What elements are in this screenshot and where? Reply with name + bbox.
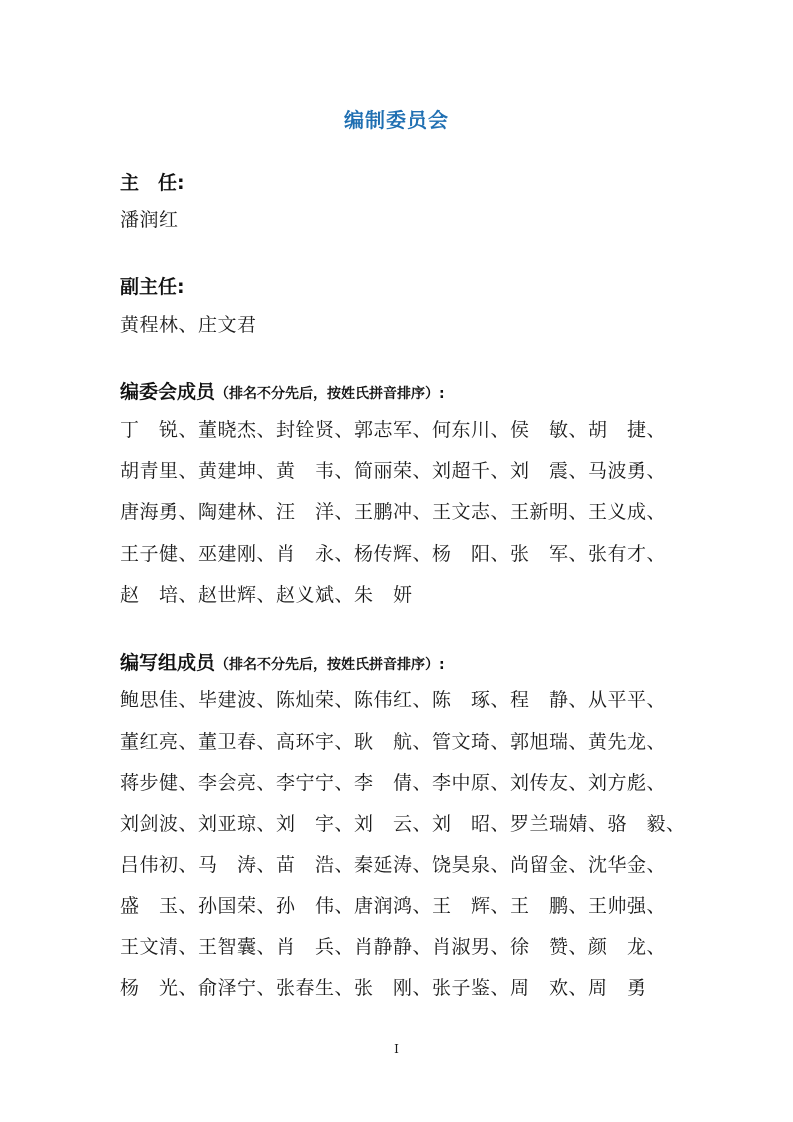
committee-line: 唐海勇、陶建林、汪 洋、王鹏冲、王文志、王新明、王义成、 (120, 501, 667, 523)
writers-line: 蒋步健、李会亮、李宁宁、李 倩、李中原、刘传友、刘方彪、 (120, 772, 667, 794)
committee-line: 赵 培、赵世辉、赵义斌、朱 妍 (120, 584, 413, 606)
committee-line: 王子健、巫建刚、肖 永、杨传辉、杨 阳、张 军、张有才、 (120, 543, 667, 565)
page-title: 编制委员会 (344, 108, 449, 132)
committee-heading-note: （排名不分先后，按姓氏拼音排序）: (215, 386, 445, 402)
director-name: 潘润红 (120, 209, 179, 231)
writers-line: 刘剑波、刘亚琼、刘 宇、刘 云、刘 昭、罗兰瑞婧、骆 毅、 (120, 813, 686, 835)
page-number: I (394, 1042, 399, 1056)
writers-heading (120, 648, 445, 675)
committee-line: 丁 锐、董晓杰、封铨贤、郭志军、何东川、侯 敏、胡 捷、 (120, 419, 667, 441)
writers-heading-note: （排名不分先后，按姓氏拼音排序）: (215, 657, 445, 673)
writers-line: 吕伟初、马 涛、苗 浩、秦延涛、饶昊泉、尚留金、沈华金、 (120, 854, 667, 876)
writers-line: 董红亮、董卫春、高环宇、耿 航、管文琦、郭旭瑞、黄先龙、 (120, 731, 667, 753)
writers-line: 鲍思佳、毕建波、陈灿荣、陈伟红、陈 琢、程 静、从平平、 (120, 689, 667, 711)
deputy-heading: 副主任: (120, 276, 185, 298)
writers-line: 王文清、王智囊、肖 兵、肖静静、肖淑男、徐 赞、颜 龙、 (120, 936, 667, 958)
director-heading: 主 任: (120, 172, 185, 194)
committee-line: 胡青里、黄建坤、黄 韦、简丽荣、刘超千、刘 震、马波勇、 (120, 460, 667, 482)
committee-heading-label: 编委会成员 (120, 381, 216, 403)
writers-line: 盛 玉、孙国荣、孙 伟、唐润鸿、王 辉、王 鹏、王帅强、 (120, 895, 667, 917)
writers-heading-label: 编写组成员 (120, 652, 216, 674)
deputy-names: 黄程林、庄文君 (120, 314, 257, 336)
committee-heading (120, 377, 445, 404)
writers-line: 杨 光、俞泽宁、张春生、张 刚、张子鉴、周 欢、周 勇 (120, 977, 647, 999)
